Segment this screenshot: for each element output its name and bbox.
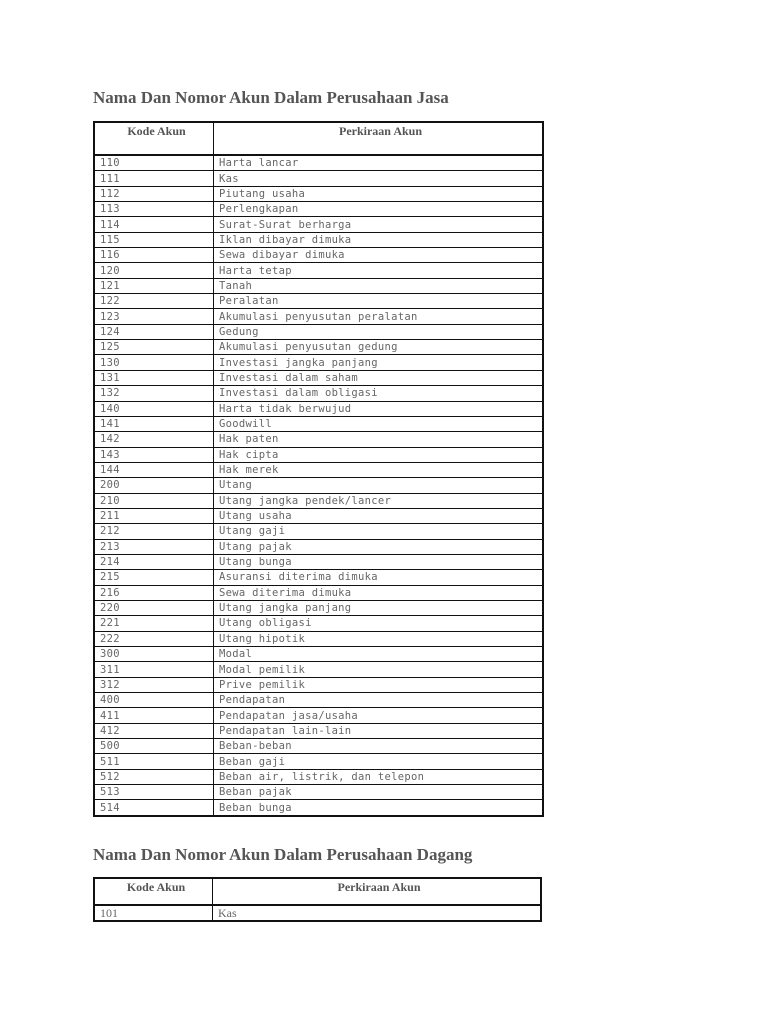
accounts-table-jasa bbox=[93, 121, 544, 817]
account-code: 125 bbox=[94, 340, 214, 355]
account-code: 212 bbox=[94, 524, 214, 539]
account-name: Utang usaha bbox=[214, 508, 544, 523]
account-name: Pendapatan jasa/usaha bbox=[214, 708, 544, 723]
account-name: Utang gaji bbox=[214, 524, 544, 539]
account-name: Harta lancar bbox=[214, 155, 544, 171]
account-code: 300 bbox=[94, 647, 214, 662]
table-row bbox=[94, 432, 543, 447]
account-code: 143 bbox=[94, 447, 214, 462]
table-row bbox=[94, 202, 543, 217]
table-row bbox=[94, 416, 543, 431]
account-code: 500 bbox=[94, 739, 214, 754]
table-row bbox=[94, 401, 543, 416]
table-row bbox=[94, 723, 543, 738]
account-name: Utang hipotik bbox=[214, 631, 544, 646]
table-row bbox=[94, 294, 543, 309]
table-row bbox=[94, 708, 543, 723]
account-name: Investasi dalam saham bbox=[214, 370, 544, 385]
account-name: Perlengkapan bbox=[214, 202, 544, 217]
account-code: 214 bbox=[94, 554, 214, 569]
accounts-table-dagang bbox=[93, 877, 542, 922]
account-code: 220 bbox=[94, 600, 214, 615]
table-row bbox=[94, 769, 543, 784]
header-kode-akun: Kode Akun bbox=[94, 878, 213, 905]
account-code: 124 bbox=[94, 324, 214, 339]
table-row bbox=[94, 739, 543, 754]
table-row bbox=[94, 493, 543, 508]
account-name: Beban-beban bbox=[214, 739, 544, 754]
account-name: Utang pajak bbox=[214, 539, 544, 554]
account-name: Beban air, listrik, dan telepon bbox=[214, 769, 544, 784]
table-row bbox=[94, 524, 543, 539]
account-code: 221 bbox=[94, 616, 214, 631]
account-code: 411 bbox=[94, 708, 214, 723]
account-code: 511 bbox=[94, 754, 214, 769]
table-row bbox=[94, 554, 543, 569]
account-code: 132 bbox=[94, 386, 214, 401]
table-row bbox=[94, 355, 543, 370]
account-code: 114 bbox=[94, 217, 214, 232]
account-code: 211 bbox=[94, 508, 214, 523]
account-code: 116 bbox=[94, 248, 214, 263]
header-perkiraan-akun: Perkiraan Akun bbox=[214, 122, 544, 155]
account-name: Beban pajak bbox=[214, 785, 544, 800]
account-name: Harta tetap bbox=[214, 263, 544, 278]
account-code: 400 bbox=[94, 693, 214, 708]
account-code: 312 bbox=[94, 677, 214, 692]
account-code: 412 bbox=[94, 723, 214, 738]
account-name: Utang obligasi bbox=[214, 616, 544, 631]
account-name: Kas bbox=[214, 171, 544, 186]
account-name: Utang bunga bbox=[214, 554, 544, 569]
table-row bbox=[94, 677, 543, 692]
account-code: 123 bbox=[94, 309, 214, 324]
table-row bbox=[94, 248, 543, 263]
account-name: Peralatan bbox=[214, 294, 544, 309]
account-name: Kas bbox=[213, 905, 542, 921]
table-row bbox=[94, 478, 543, 493]
account-name: Modal bbox=[214, 647, 544, 662]
account-code: 216 bbox=[94, 585, 214, 600]
account-code: 121 bbox=[94, 278, 214, 293]
table-row bbox=[94, 309, 543, 324]
table-row bbox=[94, 155, 543, 171]
table-row bbox=[94, 324, 543, 339]
account-name: Utang jangka panjang bbox=[214, 600, 544, 615]
account-name: Asuransi diterima dimuka bbox=[214, 570, 544, 585]
account-name: Prive pemilik bbox=[214, 677, 544, 692]
account-name: Goodwill bbox=[214, 416, 544, 431]
account-code: 112 bbox=[94, 186, 214, 201]
table-row bbox=[94, 370, 543, 385]
section-title-dagang: Nama Dan Nomor Akun Dalam Perusahaan Dagang bbox=[93, 845, 473, 864]
account-code: 110 bbox=[94, 155, 214, 171]
account-code: 141 bbox=[94, 416, 214, 431]
table-row bbox=[94, 647, 543, 662]
table-row bbox=[94, 340, 543, 355]
account-code: 101 bbox=[94, 905, 213, 921]
account-name: Utang jangka pendek/lancer bbox=[214, 493, 544, 508]
table-row bbox=[94, 800, 543, 816]
account-name: Pendapatan lain-lain bbox=[214, 723, 544, 738]
account-name: Pendapatan bbox=[214, 693, 544, 708]
table-row bbox=[94, 217, 543, 232]
account-name: Modal pemilik bbox=[214, 662, 544, 677]
account-name: Surat-Surat berharga bbox=[214, 217, 544, 232]
account-code: 213 bbox=[94, 539, 214, 554]
table-row bbox=[94, 186, 543, 201]
table-row bbox=[94, 171, 543, 186]
account-name: Hak cipta bbox=[214, 447, 544, 462]
table-row bbox=[94, 462, 543, 477]
account-code: 512 bbox=[94, 769, 214, 784]
account-name: Beban bunga bbox=[214, 800, 544, 816]
table-row bbox=[94, 386, 543, 401]
account-code: 140 bbox=[94, 401, 214, 416]
account-code: 514 bbox=[94, 800, 214, 816]
account-name: Sewa dibayar dimuka bbox=[214, 248, 544, 263]
account-name: Utang bbox=[214, 478, 544, 493]
account-name: Investasi jangka panjang bbox=[214, 355, 544, 370]
table-row bbox=[94, 508, 543, 523]
account-name: Investasi dalam obligasi bbox=[214, 386, 544, 401]
table-row bbox=[94, 447, 543, 462]
account-name: Harta tidak berwujud bbox=[214, 401, 544, 416]
header-kode-akun: Kode Akun bbox=[94, 122, 214, 155]
table-row bbox=[94, 905, 541, 921]
account-code: 120 bbox=[94, 263, 214, 278]
account-code: 200 bbox=[94, 478, 214, 493]
table-row bbox=[94, 693, 543, 708]
account-code: 144 bbox=[94, 462, 214, 477]
account-name: Beban gaji bbox=[214, 754, 544, 769]
account-code: 142 bbox=[94, 432, 214, 447]
account-code: 113 bbox=[94, 202, 214, 217]
table-row bbox=[94, 600, 543, 615]
account-name: Hak paten bbox=[214, 432, 544, 447]
account-code: 122 bbox=[94, 294, 214, 309]
section-title-jasa: Nama Dan Nomor Akun Dalam Perusahaan Jasa bbox=[93, 88, 449, 107]
account-code: 215 bbox=[94, 570, 214, 585]
table-row bbox=[94, 263, 543, 278]
table-row bbox=[94, 539, 543, 554]
account-code: 311 bbox=[94, 662, 214, 677]
account-code: 111 bbox=[94, 171, 214, 186]
table-row bbox=[94, 570, 543, 585]
table-row bbox=[94, 616, 543, 631]
table-row bbox=[94, 785, 543, 800]
account-name: Akumulasi penyusutan peralatan bbox=[214, 309, 544, 324]
account-code: 130 bbox=[94, 355, 214, 370]
account-name: Gedung bbox=[214, 324, 544, 339]
table-row bbox=[94, 631, 543, 646]
account-code: 513 bbox=[94, 785, 214, 800]
table-row bbox=[94, 232, 543, 247]
account-name: Akumulasi penyusutan gedung bbox=[214, 340, 544, 355]
table-row bbox=[94, 278, 543, 293]
header-perkiraan-akun: Perkiraan Akun bbox=[213, 878, 542, 905]
table-row bbox=[94, 585, 543, 600]
account-code: 131 bbox=[94, 370, 214, 385]
table-row bbox=[94, 754, 543, 769]
account-code: 115 bbox=[94, 232, 214, 247]
account-name: Hak merek bbox=[214, 462, 544, 477]
table-row bbox=[94, 662, 543, 677]
account-name: Tanah bbox=[214, 278, 544, 293]
account-code: 210 bbox=[94, 493, 214, 508]
account-code: 222 bbox=[94, 631, 214, 646]
account-name: Piutang usaha bbox=[214, 186, 544, 201]
account-name: Sewa diterima dimuka bbox=[214, 585, 544, 600]
account-name: Iklan dibayar dimuka bbox=[214, 232, 544, 247]
